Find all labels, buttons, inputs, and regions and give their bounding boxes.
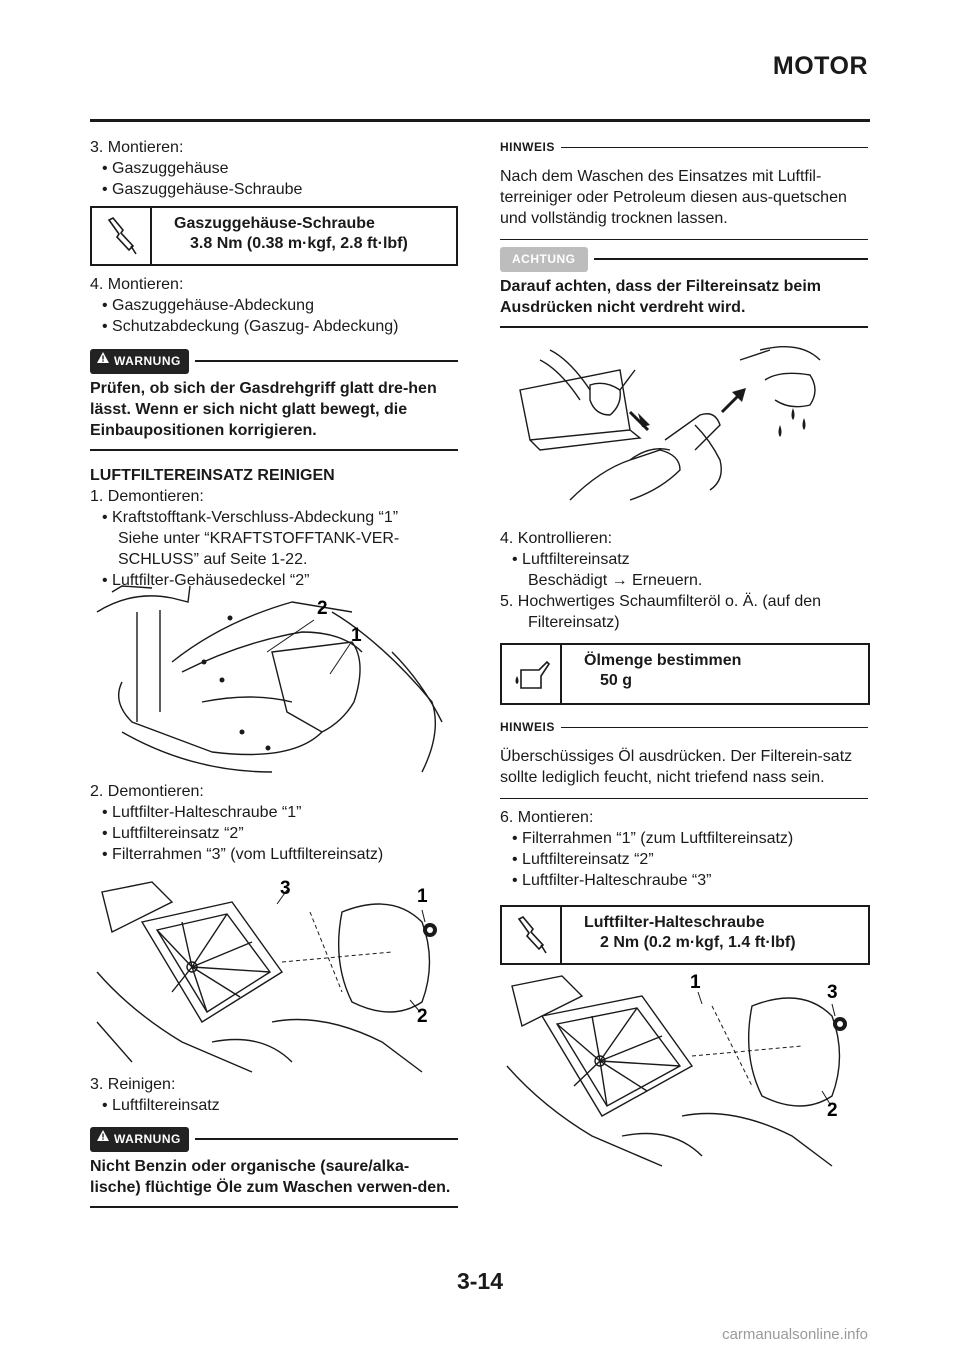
step-3-clean-title: 3. Reinigen: <box>90 1076 176 1093</box>
note-text: Nach dem Waschen des Einsatzes mit Luftfil-terreiniger oder Petroleum diesen aus-quetschen und vollständig trocknen lassen. <box>500 168 847 227</box>
figure-filter-removal <box>92 872 456 1082</box>
warning-badge: WARNUNG <box>90 349 189 374</box>
figure-squeeze-filter <box>510 330 840 526</box>
list-item: • Luftfiltereinsatz <box>102 1097 220 1114</box>
note-end-rule <box>500 239 868 240</box>
step-2-title: 2. Demontieren: <box>90 783 204 800</box>
left-column-top <box>90 137 458 591</box>
figure-label: 2 <box>317 598 328 619</box>
caution-header <box>500 248 868 270</box>
page-title: MOTOR <box>772 52 868 80</box>
list-item-cont: Siehe unter “KRAFTSTOFFTANK-VER- <box>118 529 400 547</box>
note-end-rule <box>500 798 868 799</box>
page-number: 3-14 <box>456 1268 504 1294</box>
figure-label: 2 <box>417 1006 428 1027</box>
warning-end-rule <box>90 1206 458 1208</box>
warning-header <box>90 1128 458 1150</box>
left-column-bottom <box>90 1074 458 1208</box>
figure-label: 1 <box>690 972 701 993</box>
step-4-title: 4. Montieren: <box>90 276 184 293</box>
left-column-mid <box>90 781 458 865</box>
figure-label: 1 <box>417 886 428 907</box>
oil-spec-box <box>500 643 870 705</box>
figure-label: 2 <box>827 1100 838 1121</box>
torque-spec-box <box>90 206 458 266</box>
warning-header <box>90 350 458 372</box>
list-item: • Gaszuggehäuse <box>102 160 229 177</box>
caution-end-rule <box>500 326 868 328</box>
step-6-title: 6. Montieren: <box>500 809 594 826</box>
warning-text: Nicht Benzin oder organische (saure/alka-lische) flüchtige Öle zum Waschen verwen-den. <box>90 1158 451 1196</box>
list-item: • Filterrahmen “3” (vom Luftfiltereinsatz) <box>102 846 384 863</box>
figure-filter-install <box>502 966 868 1176</box>
section-heading: LUFTFILTEREINSATZ REINIGEN <box>90 466 335 484</box>
spec-name: Ölmenge bestimmen <box>584 652 742 669</box>
list-item: • Luftfilter-Halteschraube “3” <box>512 872 712 889</box>
list-item: • Gaszuggehäuse-Schraube <box>102 181 303 198</box>
warning-text: Prüfen, ob sich der Gasdrehgriff glatt dre-hen lässt. Wenn er sich nicht glatt bewegt, die Einbaupositionen korrigieren. <box>90 380 437 439</box>
note-header: HINWEIS <box>500 717 868 738</box>
step-3-title: 3. Montieren: <box>90 139 184 156</box>
warning-end-rule <box>90 449 458 451</box>
figure-label: 1 <box>351 625 362 646</box>
list-item: • Schutzabdeckung (Gaszug- Abdeckung) <box>102 318 399 335</box>
warning-icon <box>96 1129 110 1142</box>
spec-value: 3.8 Nm (0.38 m·kgf, 2.8 ft·lbf) <box>190 235 408 252</box>
figure-air-box-cover <box>92 582 456 778</box>
list-item: • Kraftstofftank-Verschluss-Abdeckung “1” <box>102 508 399 526</box>
watermark: carmanualsonline.info <box>722 1326 868 1343</box>
figure-label: 3 <box>280 878 291 899</box>
spec-name: Luftfilter-Halteschraube <box>584 914 765 931</box>
step-1-title: 1. Demontieren: <box>90 487 204 505</box>
step-5-cont: Filtereinsatz) <box>528 614 620 631</box>
note-header: HINWEIS <box>500 137 868 158</box>
list-item: • Luftfilter-Gehäusedeckel “2” <box>102 571 310 589</box>
caution-badge: ACHTUNG <box>500 247 588 272</box>
step-5-title: 5. Hochwertiges Schaumfilteröl o. Ä. (auf den <box>500 593 822 610</box>
list-item: • Luftfiltereinsatz “2” <box>102 825 244 842</box>
right-column-mid <box>500 528 868 965</box>
list-item: • Filterrahmen “1” (zum Luftfiltereinsatz) <box>512 830 794 847</box>
list-item: • Luftfilter-Halteschraube “1” <box>102 804 302 821</box>
caution-text: Darauf achten, dass der Filtereinsatz beim Ausdrücken nicht verdreht wird. <box>500 278 821 316</box>
spec-value: 2 Nm (0.2 m·kgf, 1.4 ft·lbf) <box>600 934 796 951</box>
oil-can-icon <box>502 645 562 703</box>
right-column-top <box>500 137 868 328</box>
list-item-cont: SCHLUSS” auf Seite 1-22. <box>118 550 308 568</box>
torque-wrench-icon <box>92 208 152 264</box>
torque-wrench-icon <box>502 907 562 963</box>
spec-name: Gaszuggehäuse-Schraube <box>174 215 375 232</box>
header-rule <box>90 119 870 122</box>
torque-spec-box <box>500 905 870 965</box>
warning-icon <box>96 351 110 364</box>
note-text: Überschüssiges Öl ausdrücken. Der Filterein-satz sollte lediglich feucht, nicht triefend nass sein. <box>500 748 853 786</box>
list-item: • Gaszuggehäuse-Abdeckung <box>102 297 314 314</box>
figure-label: 3 <box>827 982 838 1003</box>
list-item: • Luftfiltereinsatz “2” <box>512 851 654 868</box>
list-item: • Luftfiltereinsatz <box>512 551 630 568</box>
spec-value: 50 g <box>600 672 633 689</box>
step-4-check-title: 4. Kontrollieren: <box>500 530 613 547</box>
list-item-cont: Beschädigt → Erneuern. <box>528 572 703 589</box>
warning-badge: WARNUNG <box>90 1127 189 1152</box>
